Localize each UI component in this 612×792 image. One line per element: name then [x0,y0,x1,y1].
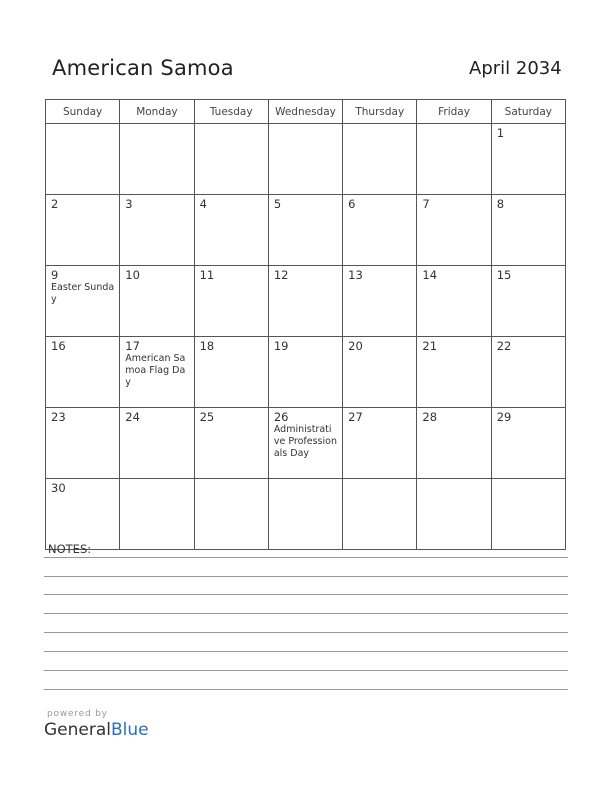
calendar-day-cell [491,266,565,337]
calendar-week-row [46,266,566,337]
day-number: 19 [273,339,289,353]
weekday-sunday: Sunday [46,100,120,124]
calendar-day-cell [194,337,268,408]
calendar-day-cell [46,124,120,195]
day-number: 4 [199,197,207,211]
calendar-day-cell [120,479,194,550]
weekday-wednesday: Wednesday [268,100,342,124]
calendar-day-cell [343,337,417,408]
calendar-day-cell [417,195,491,266]
calendar-day-cell [120,195,194,266]
calendar-day-cell [491,479,565,550]
calendar-day-cell [268,124,342,195]
calendar-day-cell [268,479,342,550]
calendar-day-cell [343,195,417,266]
calendar-grid [45,99,566,550]
day-number: 6 [348,197,356,211]
day-number: 30 [51,481,66,495]
calendar-day-cell [194,479,268,550]
calendar-day-cell [491,195,565,266]
calendar-day-cell [194,408,268,479]
day-number: 27 [348,410,363,424]
day-number: 11 [199,268,215,282]
calendar-day-cell [417,337,491,408]
calendar-day-cell [120,337,194,408]
calendar-day-cell [194,266,268,337]
day-number: 18 [199,339,215,353]
calendar-month-year: April 2034 [469,58,562,79]
calendar-day-cell [268,337,342,408]
calendar-week-row [46,408,566,479]
day-number: 14 [422,268,438,282]
calendar-day-cell [343,266,417,337]
calendar-day-cell [417,124,491,195]
day-number: 5 [273,197,282,211]
note-line [44,557,568,558]
calendar-day-cell [46,266,120,337]
calendar-region-title: American Samoa [52,56,234,80]
weekday-saturday: Saturday [491,100,565,124]
calendar-day-cell [417,479,491,550]
weekday-monday: Monday [120,100,194,124]
day-number: 21 [422,339,438,353]
holiday-label: Administrative Professionals Day [273,424,337,459]
calendar-day-cell [343,408,417,479]
logo-general-text: General [44,720,111,740]
calendar-day-cell [417,408,491,479]
day-number: 3 [125,197,133,211]
weekday-header-row [46,100,566,124]
calendar-day-cell [343,124,417,195]
calendar-week-row [46,124,566,195]
day-number: 10 [125,268,140,282]
day-number: 7 [422,197,430,211]
day-number: 1 [496,126,505,140]
calendar-day-cell [194,124,268,195]
note-line [44,594,568,595]
day-number: 25 [199,410,215,424]
powered-by-text: powered by [47,709,108,719]
day-number: 29 [496,410,512,424]
calendar-day-cell [46,337,120,408]
weekday-tuesday: Tuesday [194,100,268,124]
day-number: 15 [496,268,512,282]
note-line [44,689,568,690]
note-line [44,613,568,614]
calendar-day-cell [46,408,120,479]
logo-blue-text: Blue [111,720,149,740]
calendar-day-cell [120,266,194,337]
calendar-day-cell [268,266,342,337]
calendar-week-row [46,337,566,408]
calendar-day-cell [268,195,342,266]
day-number: 2 [51,197,59,211]
day-number: 22 [496,339,512,353]
calendar-day-cell [491,337,565,408]
note-line [44,651,568,652]
day-number: 17 [125,339,140,353]
calendar-week-row [46,195,566,266]
day-number: 28 [422,410,438,424]
day-number: 12 [273,268,289,282]
holiday-label: American Samoa Flag Day [125,353,186,388]
day-number: 26 [273,410,289,424]
calendar-day-cell [120,408,194,479]
weekday-thursday: Thursday [343,100,417,124]
weekday-friday: Friday [417,100,491,124]
calendar-day-cell [46,479,120,550]
calendar-day-cell [417,266,491,337]
calendar-day-cell [194,195,268,266]
calendar-body [46,124,566,550]
day-number: 20 [348,339,363,353]
day-number: 23 [51,410,66,424]
day-number: 9 [51,268,59,282]
day-number: 13 [348,268,363,282]
note-line [44,670,568,671]
day-number: 24 [125,410,140,424]
generalblue-logo [44,720,149,740]
notes-label: NOTES: [48,542,92,556]
calendar-day-cell [46,195,120,266]
calendar-day-cell [268,408,342,479]
calendar-day-cell [491,408,565,479]
calendar-day-cell [343,479,417,550]
note-line [44,632,568,633]
calendar-day-cell [120,124,194,195]
calendar-week-row [46,479,566,550]
holiday-label: Easter Sunday [51,282,115,305]
day-number: 8 [496,197,505,211]
day-number: 16 [51,339,66,353]
note-line [44,576,568,577]
calendar-day-cell [491,124,565,195]
